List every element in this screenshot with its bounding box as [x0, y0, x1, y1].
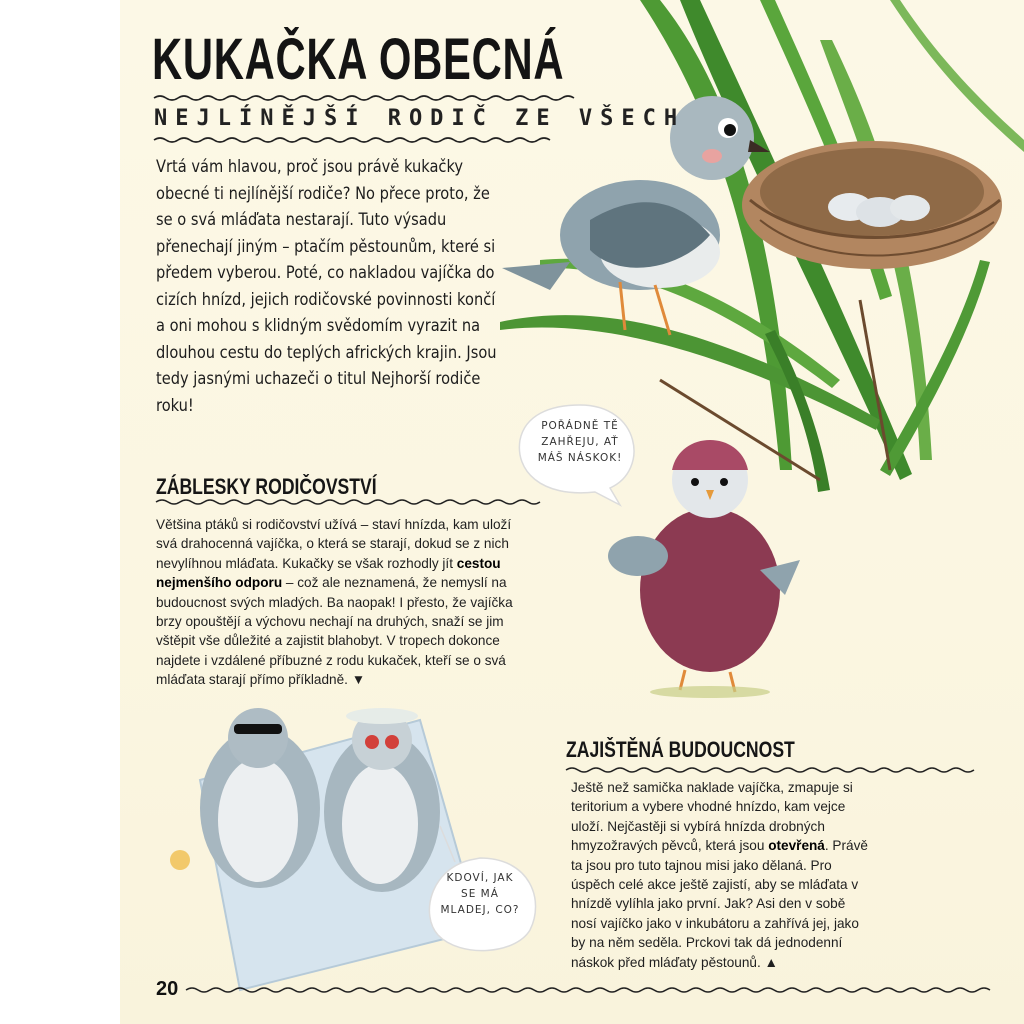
- page-title: KUKAČKA OBECNÁ: [152, 27, 565, 92]
- section1-heading: ZÁBLESKY RODIČOVSTVÍ: [156, 474, 377, 499]
- intro-paragraph: Vrtá vám hlavou, proč jsou právě kukačky obecné ti nejlínější rodiče? No přece proto, že se o svá mláďata nestarají. Tuto výsadu přenechají jiným – ptačím pěstounům, které si předem vyberou. Poté, co nakladou vajíčka do cizích hnízd, jejich rodičovské povinnosti končí a oni mohou s klidným svědomím vyrazit na dlouhou cestu do teplých afrických krajin. Jsou tedy jasnými uchazeči o titul Nejhorší rodiče roku!: [156, 157, 497, 416]
- sweater-bird-illustration: [608, 440, 800, 698]
- section1-underline: [156, 500, 540, 504]
- page-content: [120, 0, 1024, 1024]
- section1-paragraph: [156, 515, 536, 690]
- section2-end-mark: ▲: [764, 954, 778, 970]
- page-number: 20: [156, 978, 179, 1000]
- section2-text-after: . Právě ta jsou pro tuto tajnou misi jako dělaná. Pro úspěch celé akce ještě zajistí, aby se mláďata v hnízdě vylíhla jako první. Jak? Asi den v sobě nosí vajíčko jako v inkubátoru a zahřívá jej, jako by na něm seděla. Prckovi tak dá jednodenní náskok před mláďaty pěstounů.: [571, 838, 868, 970]
- section1-text-after: – což ale neznamená, že nemyslí na budoucnost svých mladých. Ba naopak! I přesto, že vajíčka brzy opouštějí a výchovu nechají na druhých, snaží se jim vštěpit vše důležité a zajistit blahobyt. V tropech dokonce najdete i vzdálené příbuzné z rodu kukaček, kteří se o svá mláďata starají přímo příkladně.: [156, 575, 513, 688]
- title-underline: [154, 96, 574, 100]
- section2-heading: ZAJIŠTĚNÁ BUDOUCNOST: [566, 737, 795, 762]
- section1-end-mark: ▼: [351, 672, 366, 688]
- footer-rule: [186, 988, 990, 992]
- cuckoo-illustration: [502, 96, 770, 335]
- section1-bold-text: cestou nejmenšího odporu: [156, 555, 501, 591]
- speech-bubble-beach: KDOVÍ, JAK SE MÁ MLADEJ, CO?: [440, 872, 520, 916]
- page-margin: [0, 0, 120, 1024]
- section2-text-before: Ještě než samička naklade vajíčka, zmapuje si teritorium a vybere vhodné hnízdo, kam vejce uloží. Nejčastěji si vybírá hnízda drobných hmyzožravých pěvců, která jsou: [571, 780, 853, 854]
- section2-paragraph: [571, 778, 871, 972]
- section2-bold-text: otevřená: [768, 838, 825, 854]
- speech-bubble-warm: POŘÁDNĚ TĚ ZAHŘEJU, AŤ MÁŠ NÁSKOK!: [537, 420, 623, 464]
- page-subtitle: NEJLÍNĚJŠÍ RODIČ ZE VŠECH: [154, 106, 686, 131]
- section2-underline: [566, 768, 974, 772]
- beach-scene-illustration: [170, 708, 480, 990]
- nest-illustration: [742, 141, 1002, 269]
- section1-text-before: Většina ptáků si rodičovství užívá – staví hnízda, kam uloží svá drahocenná vajíčka, o která se starají, dokud se z nich nevylíhnou mláďata. Kukačky se však rozhodly jít: [156, 517, 512, 571]
- subtitle-underline: [154, 138, 550, 142]
